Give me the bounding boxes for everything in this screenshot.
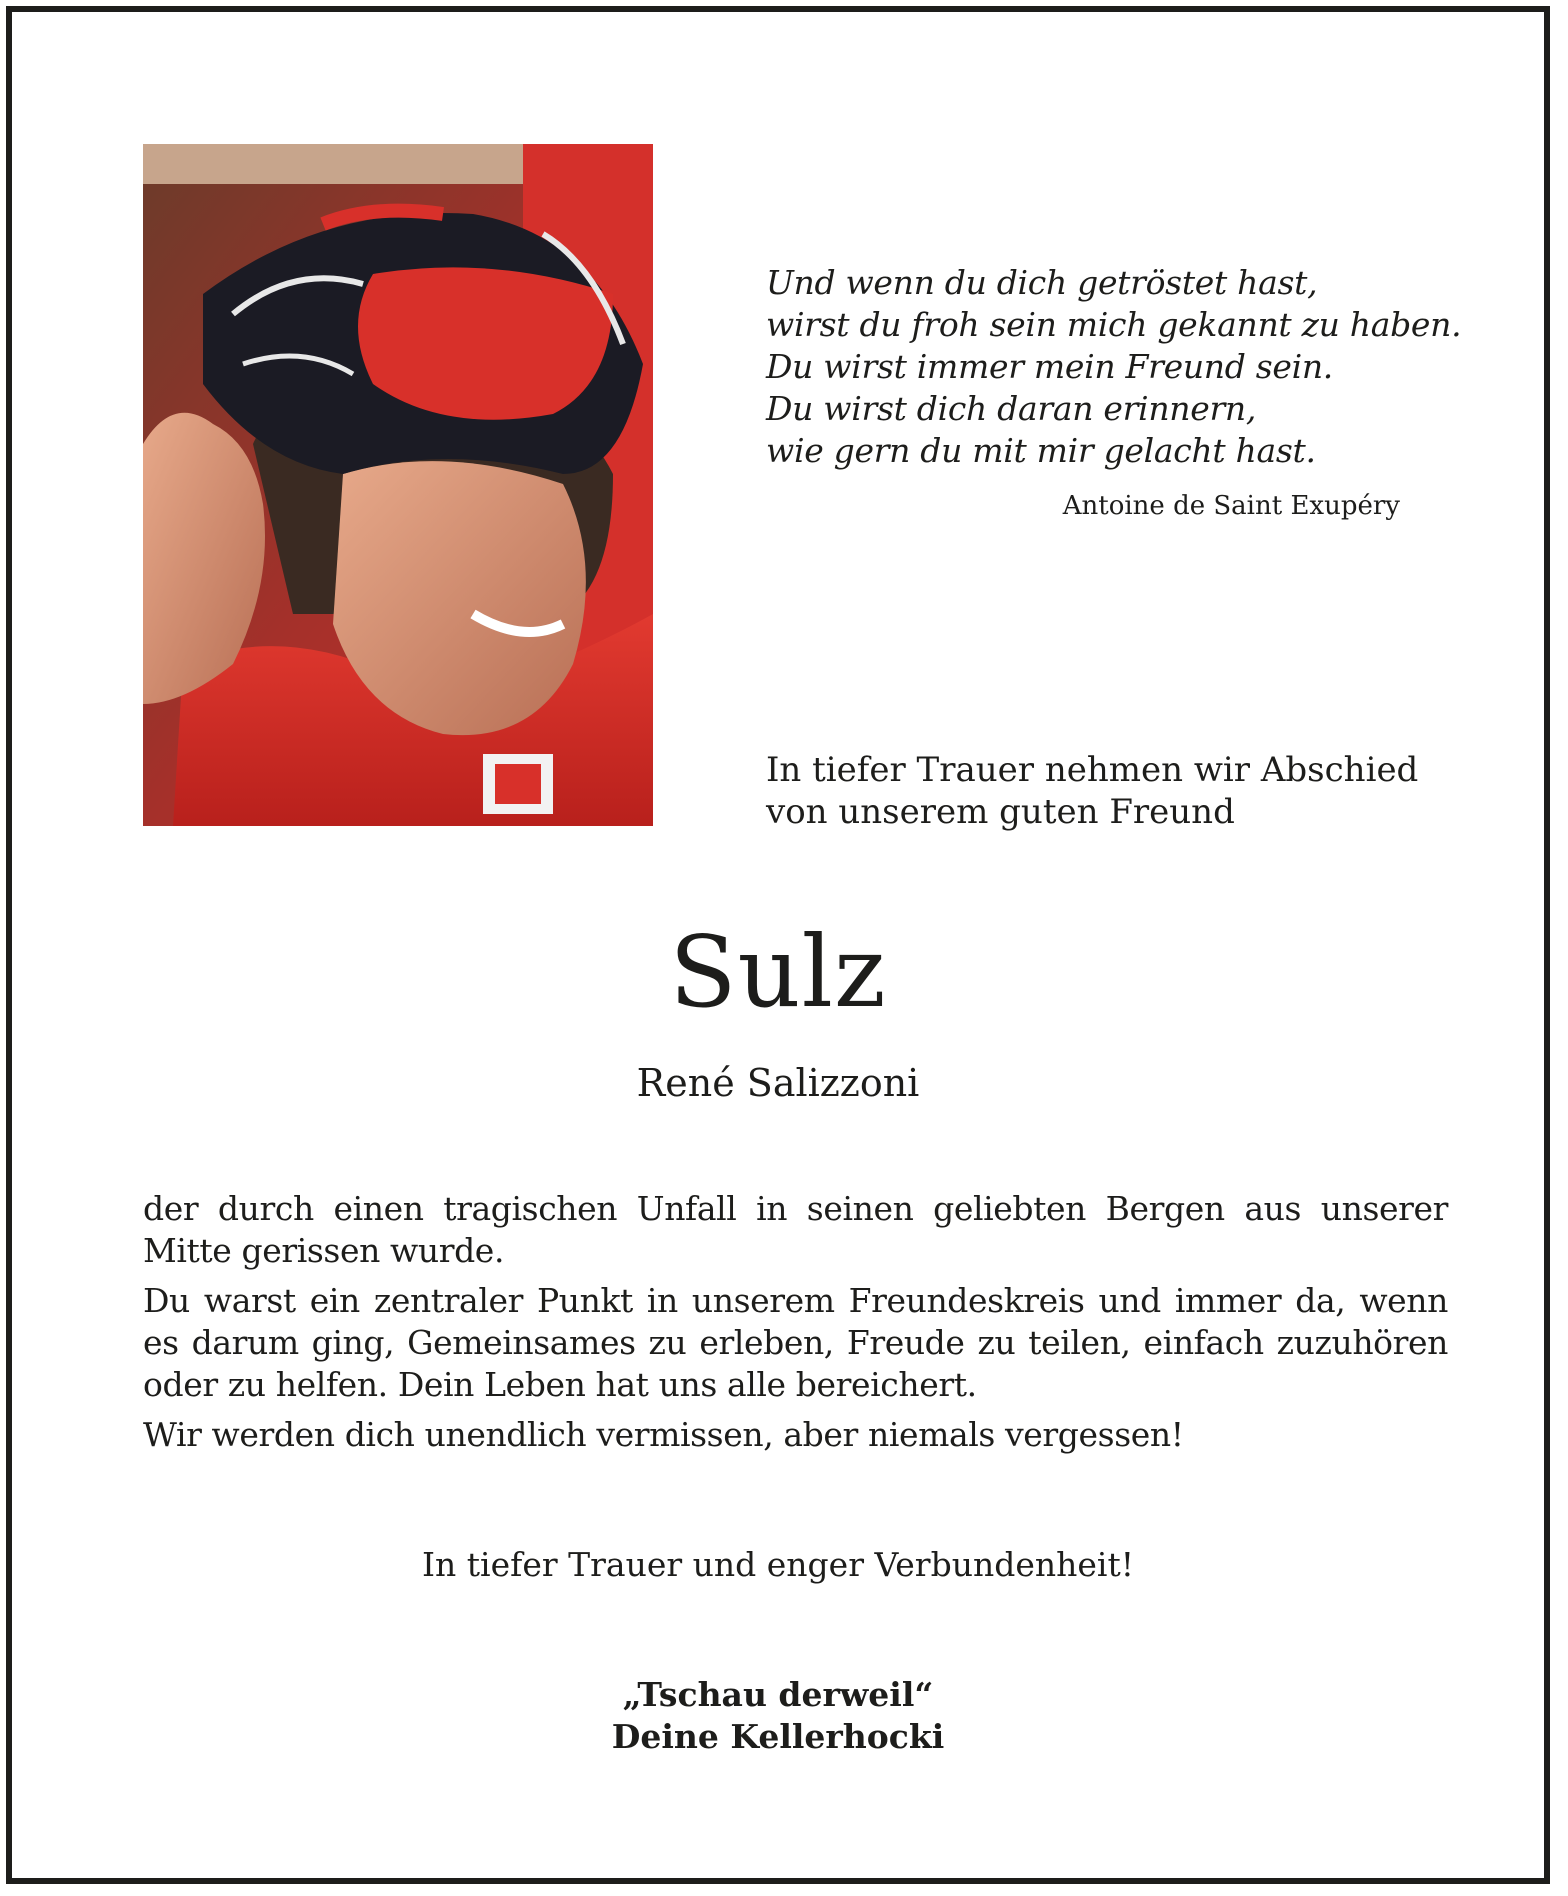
portrait-photo	[143, 144, 653, 826]
body-paragraph: Du warst ein zentraler Punkt in unserem Freundeskreis und immer da, wenn es darum ging, Gemeinsames zu erleben, Freude zu teilen, einfach zuzuhören oder zu helfen. Dein Leben hat uns alle bereichert.	[143, 1281, 1448, 1404]
obituary-frame	[6, 6, 1550, 1884]
quote-line: Du wirst dich daran erinnern,	[766, 389, 1257, 428]
signature	[12, 1674, 1544, 1758]
obituary-body	[143, 1188, 1448, 1464]
quote-line: wirst du froh sein mich gekannt zu haben.	[766, 305, 1462, 344]
intro-text	[766, 749, 1446, 833]
intro-line: von unserem guten Freund	[766, 792, 1235, 832]
portrait-illustration	[143, 144, 653, 826]
quote-line: Und wenn du dich getröstet hast,	[766, 263, 1318, 302]
intro-line: In tiefer Trauer nehmen wir Abschied	[766, 750, 1419, 790]
quote-block	[766, 262, 1462, 472]
body-paragraph: Wir werden dich unendlich vermissen, aber niemals vergessen!	[143, 1415, 1184, 1454]
quote-author: Antoine de Saint Exupéry	[1062, 491, 1400, 521]
body-paragraph: der durch einen tragischen Unfall in seinen geliebten Bergen aus unserer Mitte gerissen wurde.	[143, 1189, 1448, 1270]
quote-line: Du wirst immer mein Freund sein.	[766, 347, 1333, 386]
signature-line-2: Deine Kellerhocki	[611, 1717, 945, 1756]
signature-line-1: „Tschau derweil“	[622, 1675, 934, 1714]
closing-line: In tiefer Trauer und enger Verbundenheit!	[422, 1545, 1134, 1584]
deceased-place: Sulz	[669, 916, 887, 1030]
deceased-name: René Salizzoni	[636, 1061, 920, 1105]
quote-line: wie gern du mit mir gelacht hast.	[766, 431, 1316, 470]
